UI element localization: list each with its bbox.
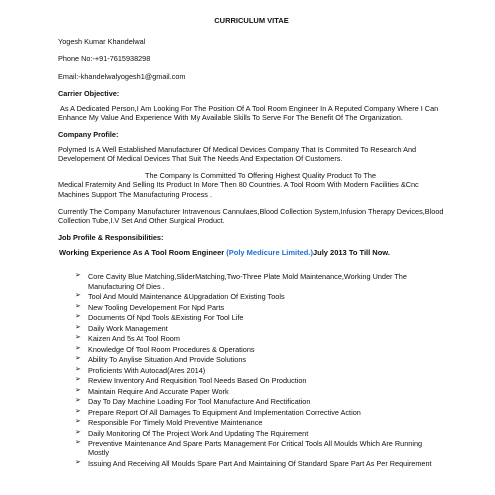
arrow-bullet-icon: ➢ bbox=[75, 302, 81, 310]
list-item-text: Preventive Maintenance And Spare Parts Management For Critical Tools All Moulds Which Are Running Mostly bbox=[88, 439, 423, 458]
list-item bbox=[75, 292, 445, 301]
arrow-bullet-icon: ➢ bbox=[75, 334, 81, 341]
list-item bbox=[75, 407, 445, 417]
list-item-text: Daily Work Management bbox=[88, 323, 168, 333]
phone-number: Phone No:-+91-7615938298 bbox=[58, 54, 151, 64]
list-item bbox=[75, 365, 445, 375]
list-item bbox=[75, 428, 445, 438]
company-profile-para-3: Currently The Company Manufacturer Intravenous Cannulaes,Blood Collection System,Infusion Therapy Devices,Blood Collection Tube,I.V Set And Other Surgical Product. bbox=[58, 206, 444, 225]
list-item-text: Proficients With Autocad(Ares 2014) bbox=[88, 365, 206, 375]
list-item bbox=[75, 458, 445, 468]
list-item-text: Kaizen And 5s At Tool Room bbox=[88, 334, 180, 343]
company-profile-para-2 bbox=[58, 171, 445, 198]
arrow-bullet-icon: ➢ bbox=[75, 458, 81, 466]
list-item bbox=[75, 376, 445, 385]
list-item bbox=[75, 397, 445, 406]
experience-company: (Poly Medicure Limited.) bbox=[226, 248, 313, 258]
arrow-bullet-icon: ➢ bbox=[75, 272, 81, 280]
experience-dates: July 2013 To Till Now. bbox=[312, 248, 390, 258]
arrow-bullet-icon: ➢ bbox=[75, 439, 81, 446]
arrow-bullet-icon: ➢ bbox=[75, 365, 81, 373]
objective-text bbox=[58, 104, 445, 122]
arrow-bullet-icon: ➢ bbox=[75, 344, 81, 352]
objective-text-body: As A Dedicated Person,I Am Looking For The Position Of A Tool Room Engineer In A Reputed Company Where I Can Enhance My Value And Experience With My Available Skills To Serve For The Benefit Of The Organization. bbox=[58, 103, 439, 122]
company-profile-para-1: Polymed Is A Well Established Manufacturer Of Medical Devices Company That Is Commited To Research And Developement Of Medical Devices That Suit The Needs And Expectation Of Customers. bbox=[58, 145, 417, 164]
arrow-bullet-icon: ➢ bbox=[75, 407, 81, 415]
list-item-text: Ability To Anylise Situation And Provide Solutions bbox=[88, 355, 247, 364]
arrow-bullet-icon: ➢ bbox=[75, 397, 81, 404]
list-item bbox=[75, 272, 445, 291]
list-item bbox=[75, 386, 445, 396]
list-item bbox=[75, 334, 445, 343]
experience-role: Working Experience As A Tool Room Engineer bbox=[59, 248, 225, 258]
arrow-bullet-icon: ➢ bbox=[75, 355, 81, 362]
list-item bbox=[75, 323, 445, 333]
list-item-text: Day To Day Machine Loading For Tool Manufacture And Rectification bbox=[88, 397, 311, 406]
list-item bbox=[75, 418, 445, 427]
list-item-text: New Tooling Developement For Npd Parts bbox=[88, 302, 225, 312]
company-profile-para-2-lead: The Company Is Committed To Offering Highest Quality Product To The bbox=[145, 171, 377, 181]
list-item-text: Documents Of Npd Tools &Existing For Tool Life bbox=[88, 313, 244, 322]
work-experience-line bbox=[58, 248, 445, 257]
candidate-name: Yogesh Kumar Khandelwal bbox=[58, 37, 146, 47]
responsibilities-list bbox=[58, 272, 445, 467]
list-item bbox=[75, 344, 445, 354]
arrow-bullet-icon: ➢ bbox=[75, 418, 81, 425]
arrow-bullet-icon: ➢ bbox=[75, 292, 81, 299]
list-item-text: Maintain Require And Accurate Paper Work bbox=[88, 386, 229, 396]
company-profile-heading: Company Profile: bbox=[58, 130, 119, 140]
email-address: Email:-khandelwalyogesh1@gmail.com bbox=[58, 71, 186, 81]
arrow-bullet-icon: ➢ bbox=[75, 386, 81, 394]
list-item-text: Core Cavity Blue Matching,SliderMatching,Two-Three Plate Mold Maintenance,Working Under The Manufacturing Of Dies . bbox=[88, 272, 407, 291]
arrow-bullet-icon: ➢ bbox=[75, 313, 81, 320]
arrow-bullet-icon: ➢ bbox=[75, 323, 81, 331]
company-profile-para-2-rest: Medical Fraternity And Selling Its Product In More Then 80 Countries. A Tool Room With Modern Facilities &Cnc Machines Support The Manufacturing Process . bbox=[58, 180, 419, 199]
list-item-text: Responsible For Timely Mold Preventive Maintenance bbox=[88, 418, 263, 427]
list-item-text: Prepare Report Of All Damages To Equipment And Implementation Corrective Action bbox=[88, 407, 361, 417]
arrow-bullet-icon: ➢ bbox=[75, 428, 81, 436]
list-item bbox=[75, 355, 445, 364]
arrow-bullet-icon: ➢ bbox=[75, 376, 81, 383]
list-item-text: Issuing And Receiving All Moulds Spare Part And Maintaining Of Standard Spare Part As Per Requirement bbox=[88, 458, 432, 468]
list-item-text: Knowledge Of Tool Room Procedures & Operations bbox=[88, 344, 255, 354]
list-item bbox=[75, 302, 445, 312]
job-profile-heading: Job Profile & Responsibilities: bbox=[58, 232, 164, 242]
list-item-text: Daily Monitoring Of The Project Work And Updating The Rquirement bbox=[88, 428, 309, 438]
list-item bbox=[75, 439, 445, 458]
objective-heading: Carrier Objective: bbox=[58, 88, 120, 98]
list-item-text: Tool And Mould Maintenance &Upgradation Of Existing Tools bbox=[88, 292, 285, 301]
list-item bbox=[75, 313, 445, 322]
list-item-text: Review Inventory And Requisition Tool Needs Based On Production bbox=[88, 376, 307, 385]
document-title: CURRICULUM VITAE bbox=[214, 16, 289, 25]
